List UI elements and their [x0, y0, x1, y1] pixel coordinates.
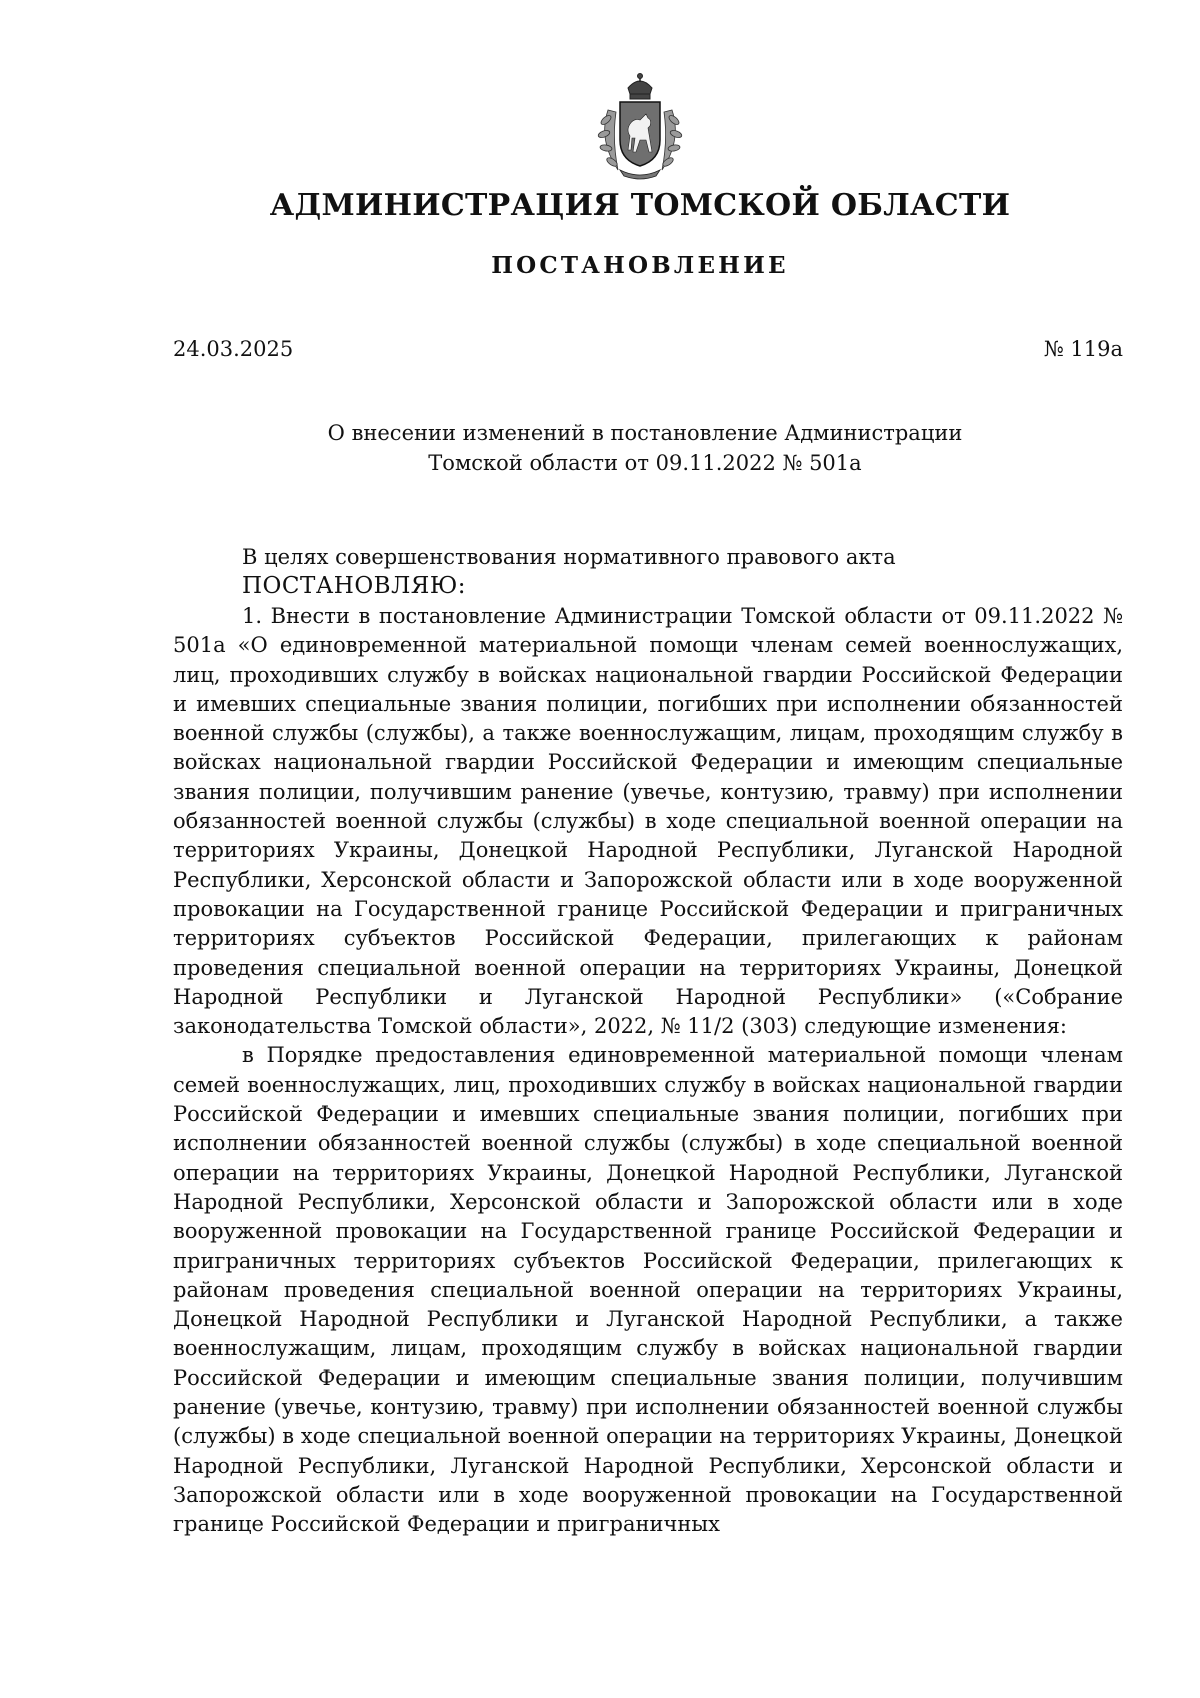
resolve-line: ПОСТАНОВЛЯЮ: [242, 573, 467, 599]
document-date: 24.03.2025 [173, 337, 294, 361]
subject-line-1: О внесении изменений в постановление Администрации [327, 421, 963, 445]
paragraph-2: в Порядке предоставления единовременной материальной помощи членам семей военнослужащих, лиц, проходивших службу в войсках национальной гвардии Российской Федерации и имевших специальные звания полиции, погибших при исполнении обязанностей военной службы (службы) в ходе специальной военной операции на территориях Украины, Донецкой Народной Республики, Луганской Народной Республики, Херсонской области и Запорожской области или в ходе вооруженной провокации на Государственной границе Российской Федерации и приграничных территориях субъектов Российской Федерации, прилегающих к районам проведения специальной военной операции на территориях Украины, Донецкой Народной Республики и Луганской Народной Республики, а также военнослужащим, лицам, проходящим службу в войсках национальной гвардии Российской Федерации и имеющим специальные звания полиции, получившим ранение (увечье, контузию, травму) при исполнении обязанностей военной службы (службы) в ходе специальной военной операции на территориях Украины, Донецкой Народной Республики, Луганской Народной Республики, Херсонской области и Запорожской области или в ходе вооруженной провокации на Государственной границе Российской Федерации и приграничных [173, 1043, 1123, 1537]
coat-of-arms-icon [590, 70, 690, 182]
purpose-line: В целях совершенствования нормативного правового акта [242, 545, 896, 569]
subject-line-2: Томской области от 09.11.2022 № 501а [428, 451, 862, 475]
document-body [173, 602, 1123, 1540]
document-number: № 119а [1043, 337, 1123, 361]
document-subject [250, 418, 1040, 478]
paragraph-1: 1. Внести в постановление Администрации Томской области от 09.11.2022 № 501а «О единовременной материальной помощи членам семей военнослужащих, лиц, проходивших службу в войсках национальной гвардии Российской Федерации и имевших специальные звания полиции, погибших при исполнении обязанностей военной службы (службы), а также военнослужащим, лицам, проходящим службу в войсках национальной гвардии Российской Федерации и имеющим специальные звания полиции, получившим ранение (увечье, контузию, травму) при исполнении обязанностей военной службы (службы) в ходе специальной военной операции на территориях Украины, Донецкой Народной Республики, Луганской Народной Республики, Херсонской области и Запорожской области или в ходе вооруженной провокации на Государственной границе Российской Федерации и приграничных территориях субъектов Российской Федерации, прилегающих к районам проведения специальной военной операции на территориях Украины, Донецкой Народной Республики и Луганской Народной Республики» («Собрание законодательства Томской области», 2022, № 11/2 (303) следующие изменения: [173, 604, 1123, 1039]
organization-title: АДМИНИСТРАЦИЯ ТОМСКОЙ ОБЛАСТИ [269, 188, 1011, 223]
document-type-title: ПОСТАНОВЛЕНИЕ [491, 252, 789, 279]
